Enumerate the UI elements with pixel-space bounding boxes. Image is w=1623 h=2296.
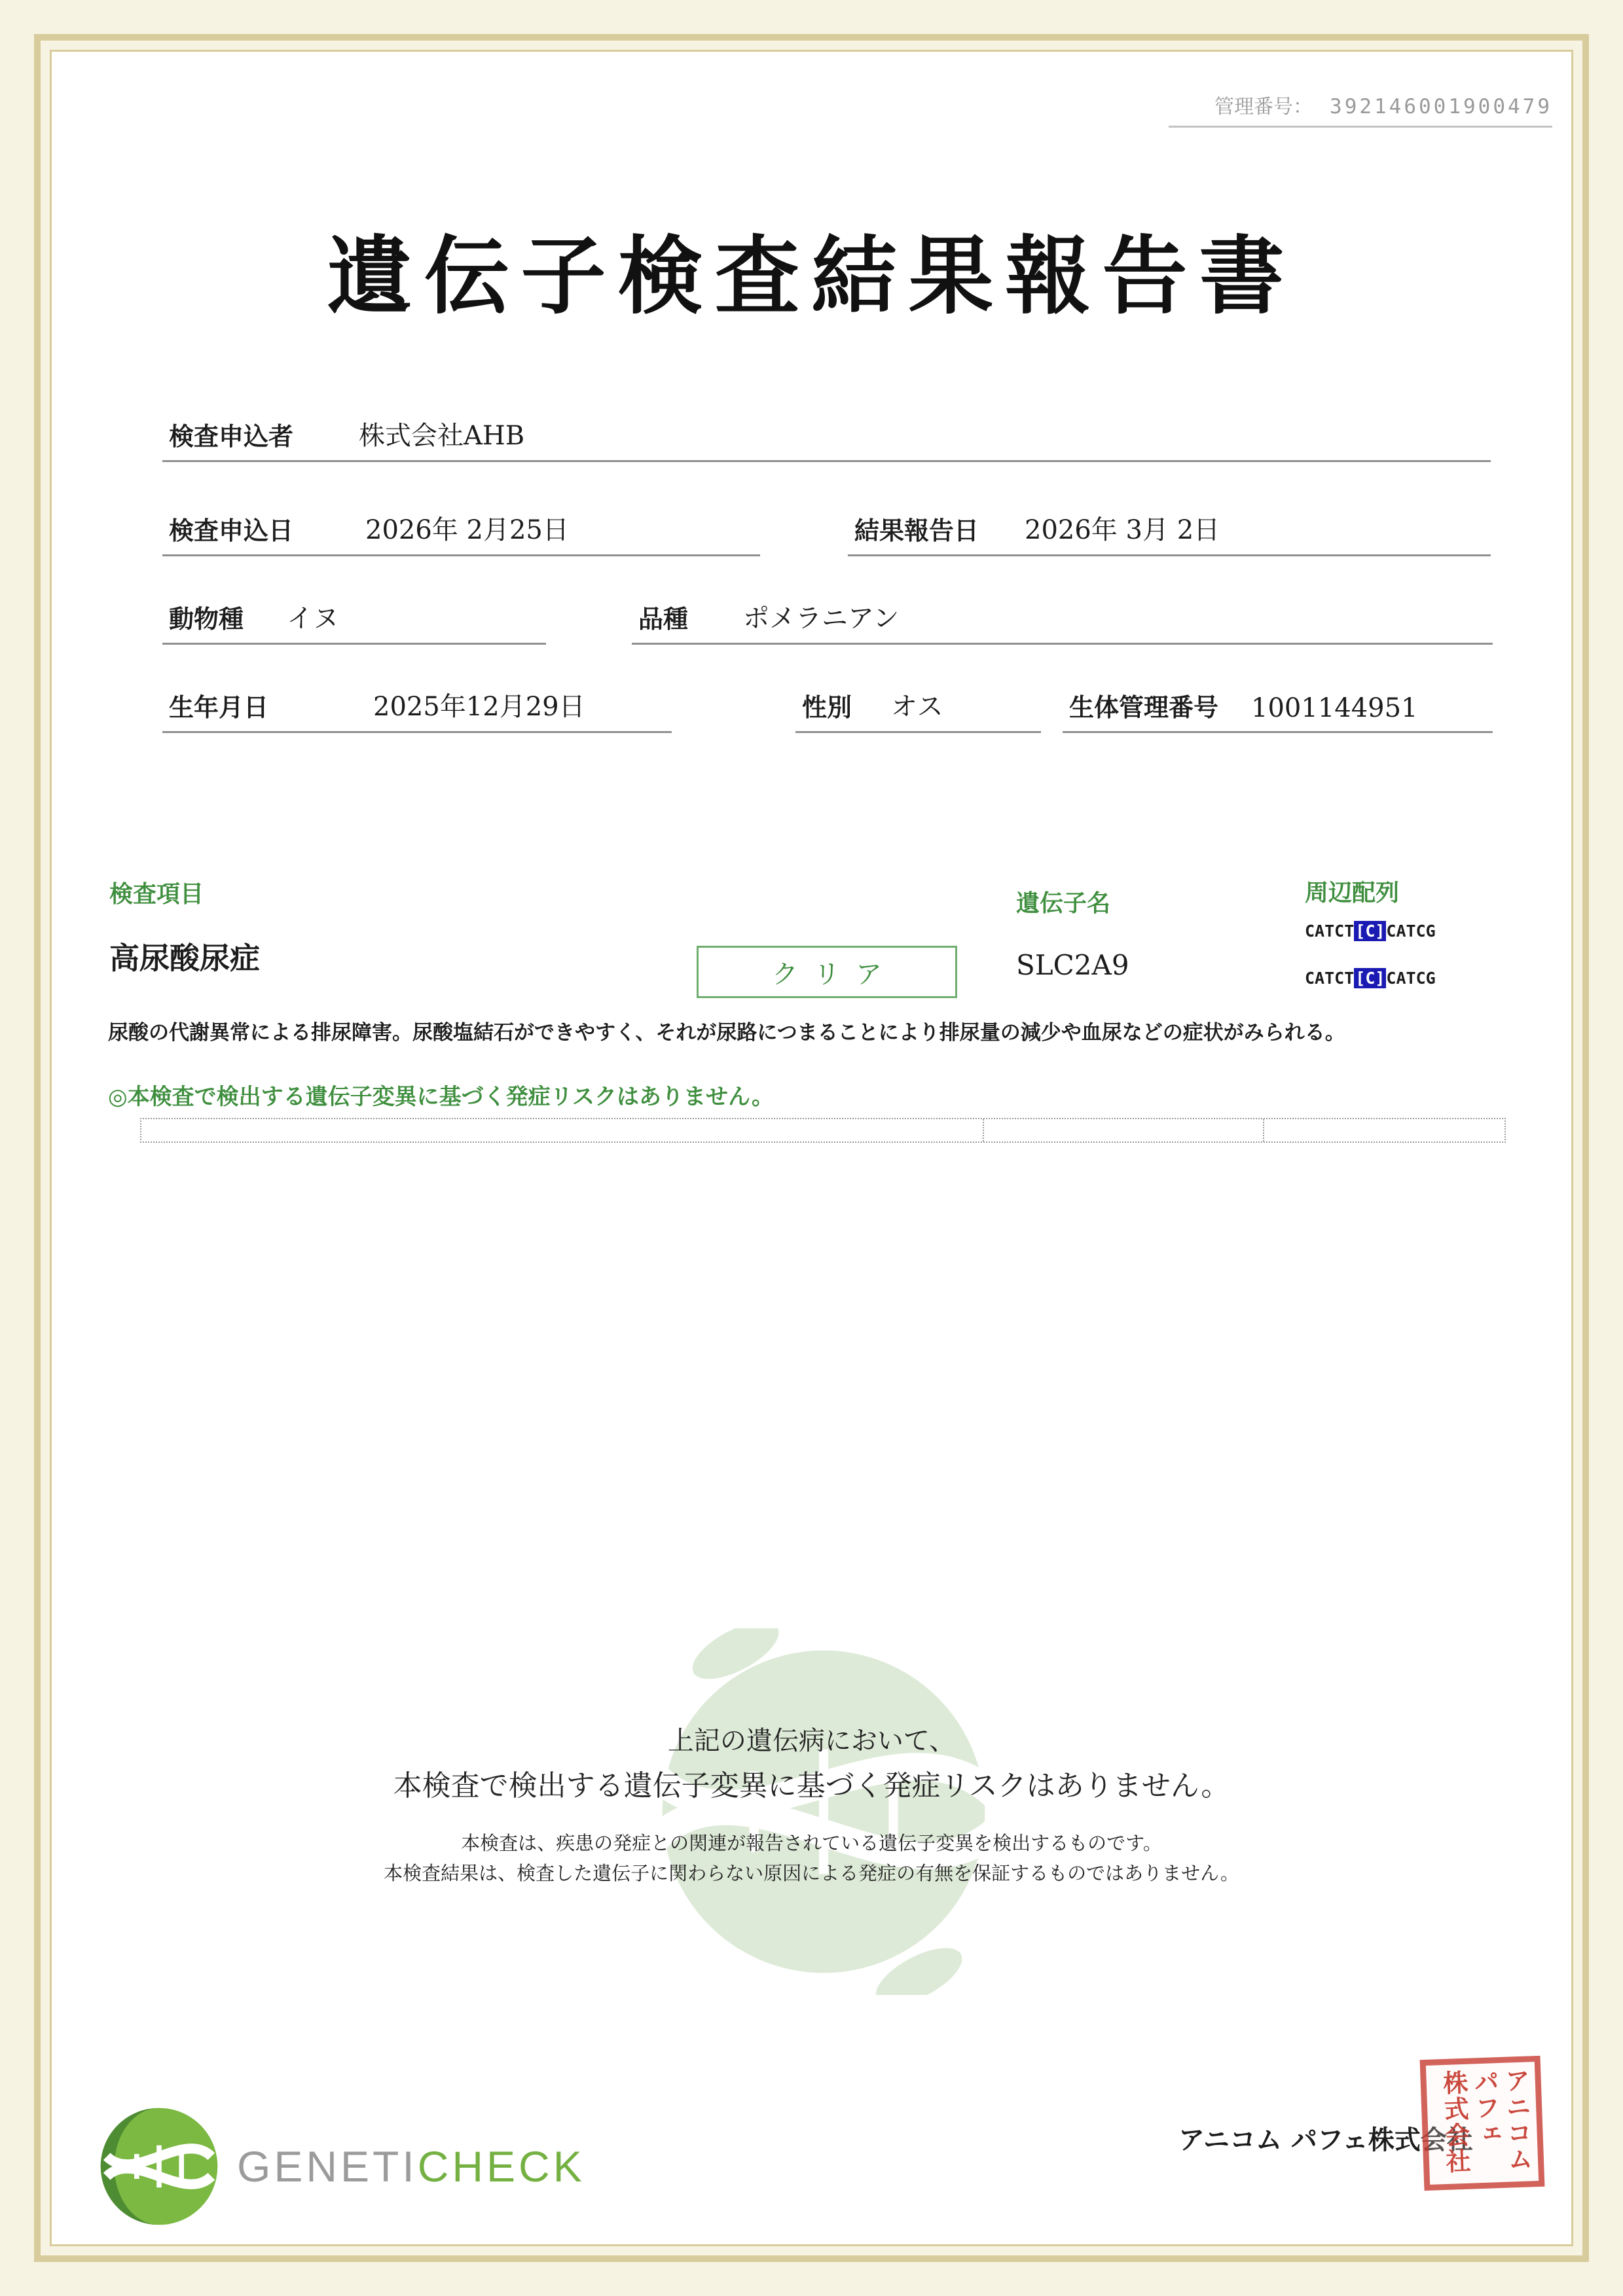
field-breed [632, 588, 1493, 645]
sequence-2-post: CATCG [1386, 969, 1436, 988]
page-title: 遺伝子検査結果報告書 [327, 226, 1296, 326]
birth-date-label: 生年月日 [169, 692, 269, 722]
sequence-1-variant: [C] [1355, 922, 1385, 941]
sequence-line-2 [1305, 969, 1436, 988]
logo-text-check: CHECK [417, 2142, 585, 2191]
sequence-2-pre: CATCT [1305, 969, 1355, 988]
column-header-gene-name: 遺伝子名 [1016, 889, 1111, 917]
apply-date-label: 検査申込日 [169, 516, 294, 545]
sex-value: オス [891, 692, 943, 722]
risk-note: ◎本検査で検出する遺伝子変異に基づく発症リスクはありません。 [108, 1084, 775, 1110]
applicant-value: 株式会社AHB [359, 421, 525, 451]
geneticheck-logo [97, 2102, 585, 2231]
field-sex [795, 677, 1041, 733]
company-name: アニコム パフェ株式会社 [1178, 2125, 1473, 2155]
field-apply-date [162, 500, 760, 556]
result-status-badge: クリア [697, 946, 957, 998]
seal-column-1: アニコム [1501, 2067, 1534, 2173]
field-applicant [162, 406, 1491, 462]
management-number [1169, 90, 1552, 128]
test-item-name: 高尿酸尿症 [109, 941, 260, 976]
report-date-value: 2026年 3月 2日 [1025, 515, 1220, 545]
report-date-label: 結果報告日 [854, 516, 979, 545]
seal-column-3: 株式会社 [1438, 2069, 1472, 2176]
column-divider [1263, 1119, 1264, 1141]
field-birth-date [162, 677, 672, 733]
gene-name-value: SLC2A9 [1016, 949, 1129, 981]
column-divider [983, 1119, 984, 1141]
column-header-sequence: 周辺配列 [1305, 879, 1400, 906]
company-seal-stamp [1420, 2056, 1545, 2191]
field-report-date [848, 500, 1491, 556]
geneticheck-logo-text [237, 2142, 585, 2191]
disease-description: 尿酸の代謝異常による排尿障害。尿酸塩結石ができやすく、それが尿路につまることにより排尿量の減少や血尿などの症状がみられる。 [108, 1021, 1345, 1045]
sequence-2-variant: [C] [1355, 969, 1385, 988]
animal-id-label: 生体管理番号 [1069, 692, 1219, 722]
management-number-label: 管理番号： [1214, 96, 1313, 118]
breed-value: ポメラニアン [743, 603, 900, 634]
dna-globe-watermark [640, 1628, 1007, 1995]
breed-label: 品種 [638, 604, 689, 634]
summary-line-2: 本検査で検出する遺伝子変異に基づく発症リスクはありません。 [393, 1770, 1230, 1802]
sequence-line-1 [1305, 922, 1436, 941]
geneticheck-logo-icon [97, 2104, 221, 2229]
summary-line-1: 上記の遺伝病において、 [667, 1727, 956, 1755]
species-value: イヌ [287, 603, 340, 634]
apply-date-value: 2026年 2月25日 [365, 515, 569, 545]
animal-id-value: 1001144951 [1251, 693, 1418, 723]
field-species [162, 588, 546, 645]
sequence-1-pre: CATCT [1305, 922, 1355, 941]
sequence-1-post: CATCG [1386, 922, 1436, 941]
column-header-test-item: 検査項目 [109, 880, 204, 908]
field-animal-id [1063, 677, 1493, 733]
seal-column-2: パフェ [1469, 2068, 1502, 2148]
empty-result-row [140, 1118, 1506, 1143]
birth-date-value: 2025年12月29日 [373, 692, 585, 722]
summary-note-2: 本検査結果は、検査した遺伝子に関わらない原因による発症の有無を保証するものではありません。 [384, 1863, 1239, 1884]
summary-note-1: 本検査は、疾患の発症との関連が報告されている遺伝子変異を検出するものです。 [461, 1833, 1162, 1854]
logo-text-geneti: GENETI [237, 2142, 418, 2191]
applicant-label: 検査申込者 [169, 422, 294, 451]
management-number-value: 392146001900479 [1330, 95, 1552, 118]
species-label: 動物種 [169, 604, 244, 634]
sex-label: 性別 [802, 692, 852, 722]
